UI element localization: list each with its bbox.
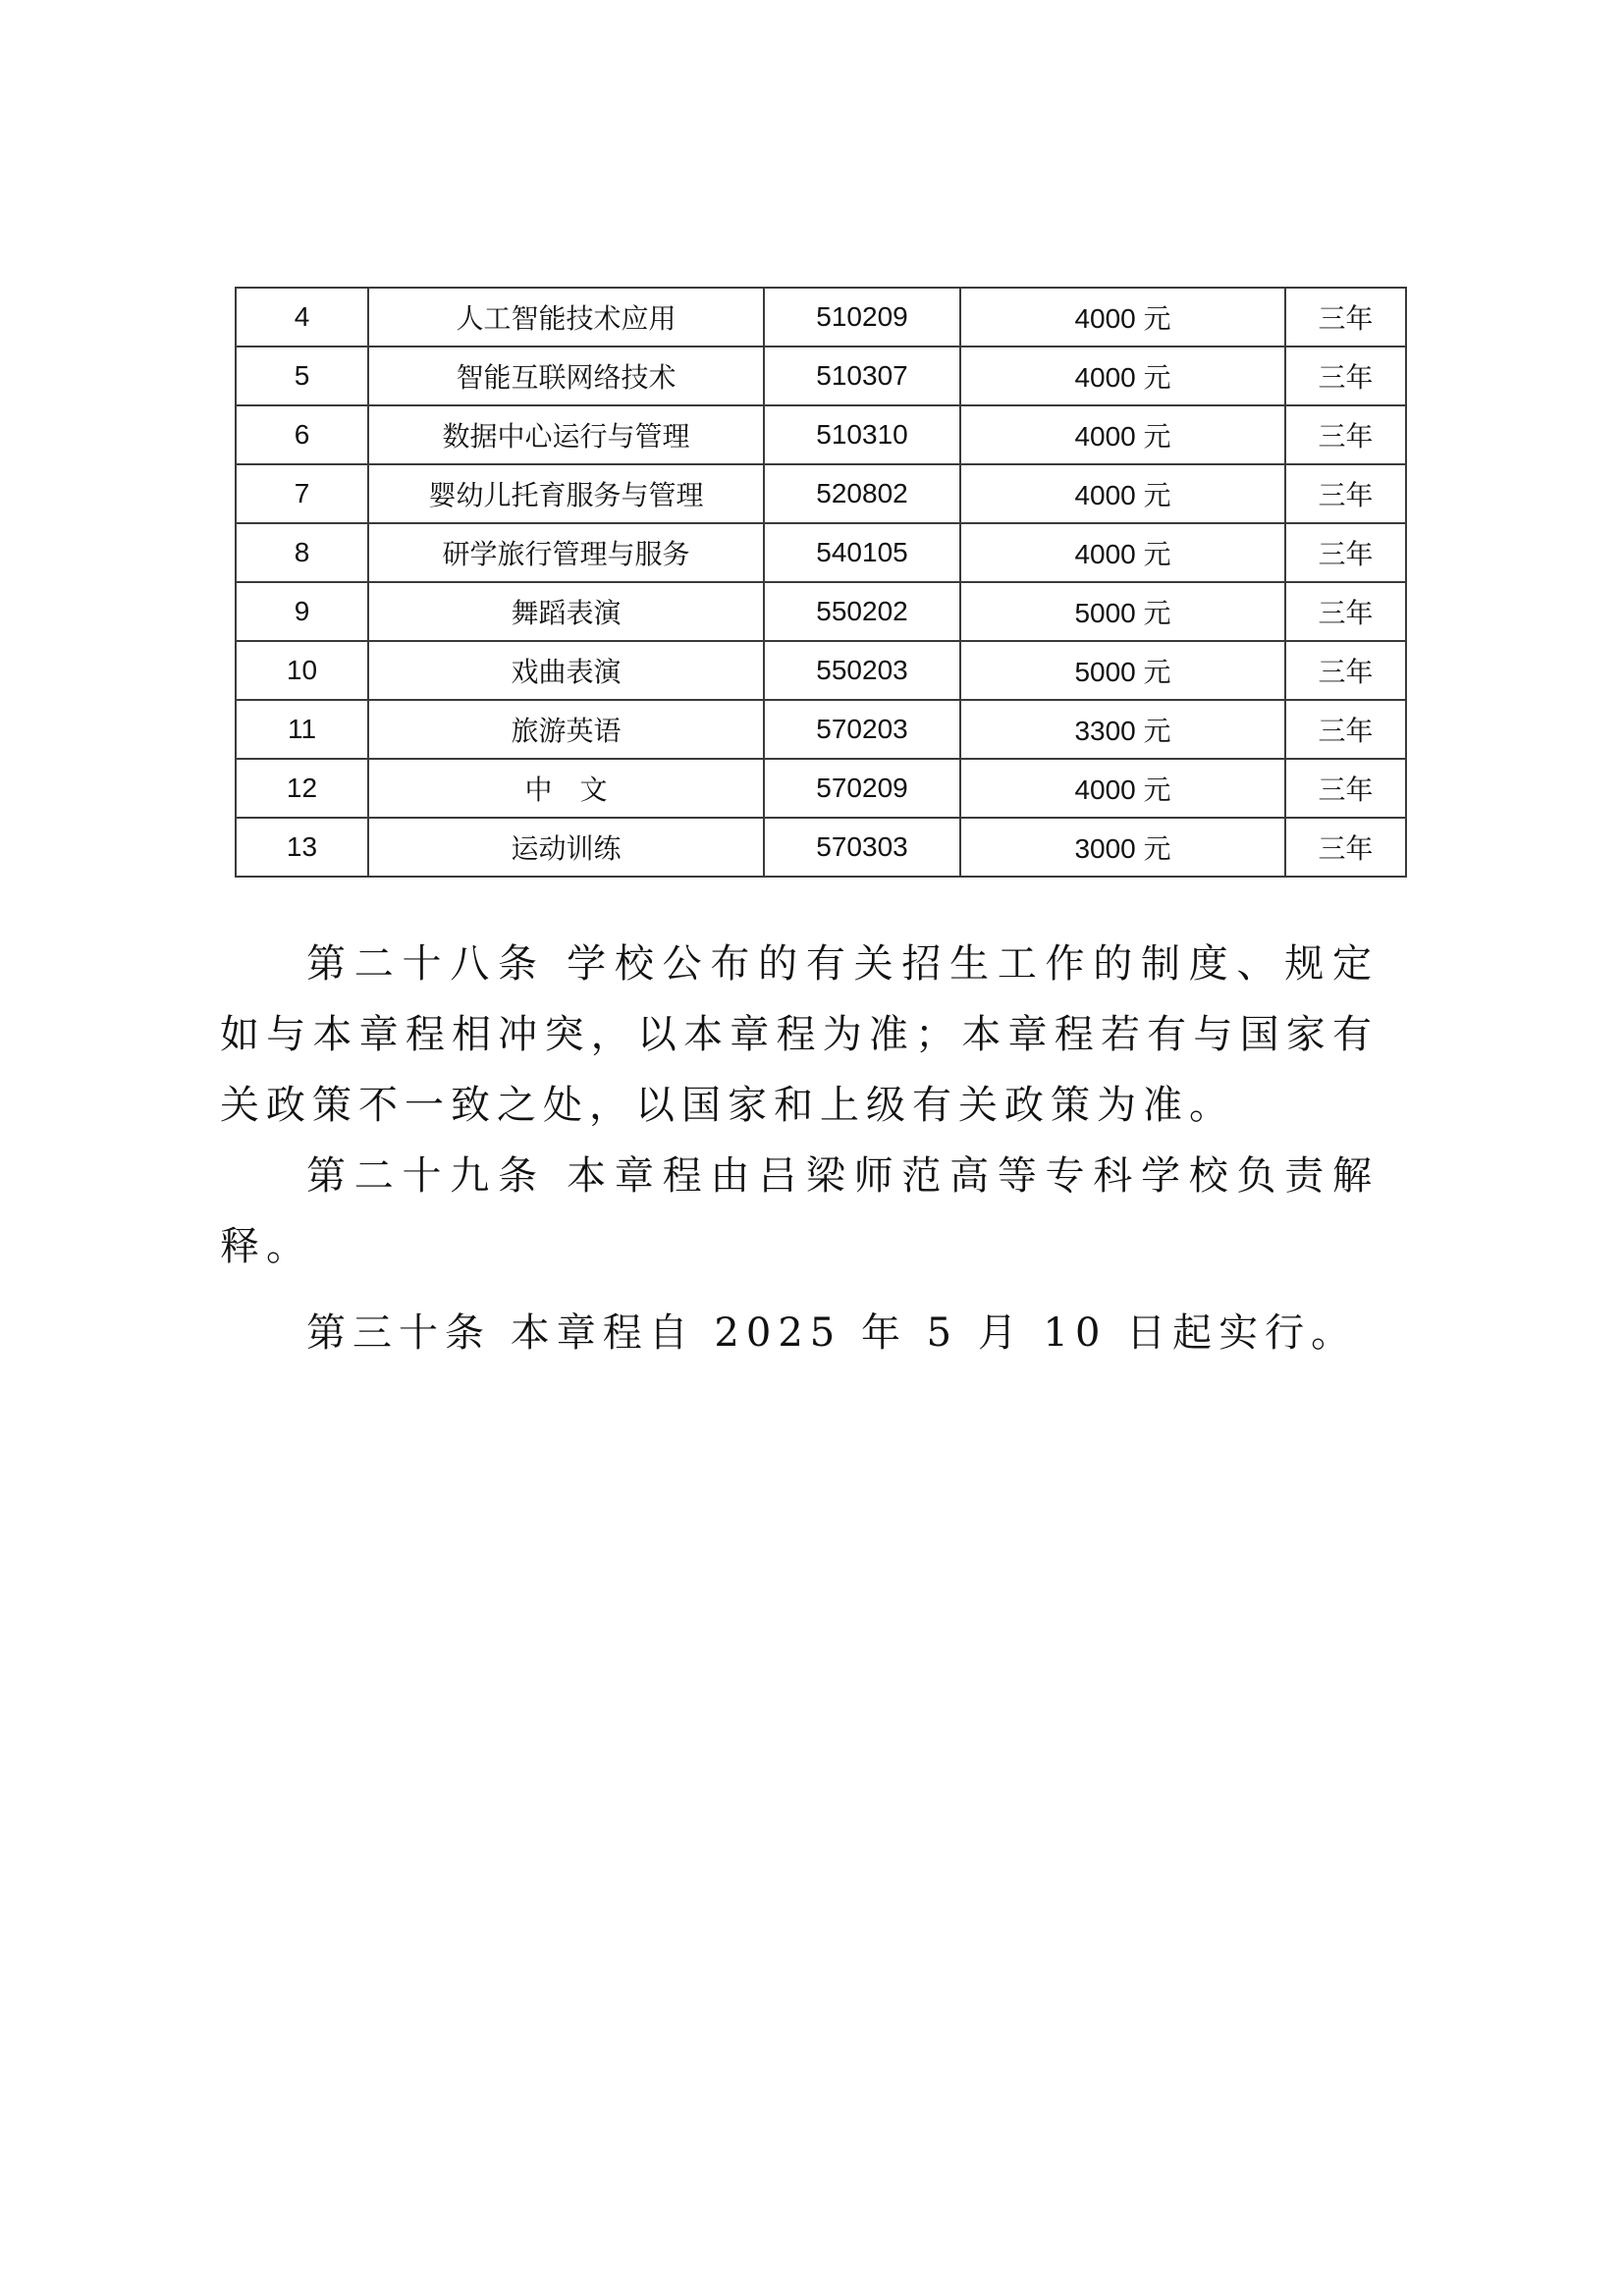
table-row bbox=[236, 405, 1406, 464]
major-name-cell: 旅游英语 bbox=[368, 700, 764, 759]
major-name-cell: 舞蹈表演 bbox=[368, 582, 764, 641]
fee-amount: 4000 bbox=[1074, 539, 1136, 569]
major-code-cell: 570303 bbox=[764, 818, 960, 877]
row-number-cell: 5 bbox=[236, 347, 368, 405]
tuition-fee-cell bbox=[960, 288, 1285, 347]
fee-unit: 元 bbox=[1143, 479, 1171, 511]
study-years-cell: 三年 bbox=[1285, 818, 1406, 877]
fee-amount: 5000 bbox=[1074, 657, 1136, 687]
row-number-cell: 6 bbox=[236, 405, 368, 464]
fee-unit: 元 bbox=[1143, 538, 1171, 570]
article-29: 第二十九条 本章程由吕梁师范高等专科学校负责解释。 bbox=[220, 1153, 1379, 1269]
table-row bbox=[236, 700, 1406, 759]
tuition-fee-cell bbox=[960, 347, 1285, 405]
row-number-cell: 7 bbox=[236, 464, 368, 523]
major-name-cell: 智能互联网络技术 bbox=[368, 347, 764, 405]
fee-amount: 4000 bbox=[1074, 362, 1136, 393]
major-name-cell: 运动训练 bbox=[368, 818, 764, 877]
study-years-cell: 三年 bbox=[1285, 582, 1406, 641]
fee-unit: 元 bbox=[1143, 361, 1171, 394]
fee-unit: 元 bbox=[1143, 715, 1171, 747]
article-28: 第二十八条 学校公布的有关招生工作的制度、规定如与本章程相冲突，以本章程为准；本章程若有与国家有关政策不一致之处，以国家和上级有关政策为准。 bbox=[220, 941, 1379, 1128]
row-number-cell: 12 bbox=[236, 759, 368, 818]
document-body bbox=[220, 929, 1379, 1368]
fee-amount: 3300 bbox=[1074, 716, 1136, 746]
major-name-cell: 中 文 bbox=[368, 759, 764, 818]
row-number-cell: 13 bbox=[236, 818, 368, 877]
tuition-table-body bbox=[236, 288, 1406, 877]
tuition-fee-cell bbox=[960, 641, 1285, 700]
table-row bbox=[236, 582, 1406, 641]
major-code-cell: 550202 bbox=[764, 582, 960, 641]
major-code-cell: 520802 bbox=[764, 464, 960, 523]
table-row bbox=[236, 759, 1406, 818]
major-code-cell: 510310 bbox=[764, 405, 960, 464]
tuition-fee-cell bbox=[960, 582, 1285, 641]
fee-unit: 元 bbox=[1143, 420, 1171, 453]
fee-amount: 4000 bbox=[1074, 303, 1136, 334]
fee-unit: 元 bbox=[1143, 302, 1171, 335]
table-row bbox=[236, 347, 1406, 405]
table-row bbox=[236, 818, 1406, 877]
study-years-cell: 三年 bbox=[1285, 288, 1406, 347]
row-number-cell: 8 bbox=[236, 523, 368, 582]
major-name-cell: 研学旅行管理与服务 bbox=[368, 523, 764, 582]
major-name-cell: 数据中心运行与管理 bbox=[368, 405, 764, 464]
article-30: 第三十条 本章程自 2025 年 5 月 10 日起实行。 bbox=[306, 1310, 1358, 1356]
major-code-cell: 570203 bbox=[764, 700, 960, 759]
row-number-cell: 10 bbox=[236, 641, 368, 700]
table-row bbox=[236, 288, 1406, 347]
study-years-cell: 三年 bbox=[1285, 464, 1406, 523]
tuition-fee-cell bbox=[960, 464, 1285, 523]
tuition-fee-cell bbox=[960, 818, 1285, 877]
major-code-cell: 510209 bbox=[764, 288, 960, 347]
table-row bbox=[236, 641, 1406, 700]
tuition-fee-cell bbox=[960, 700, 1285, 759]
tuition-table bbox=[235, 287, 1407, 878]
tuition-fee-cell bbox=[960, 405, 1285, 464]
row-number-cell: 4 bbox=[236, 288, 368, 347]
major-code-cell: 540105 bbox=[764, 523, 960, 582]
tuition-fee-cell bbox=[960, 523, 1285, 582]
study-years-cell: 三年 bbox=[1285, 700, 1406, 759]
row-number-cell: 11 bbox=[236, 700, 368, 759]
fee-amount: 3000 bbox=[1074, 833, 1136, 864]
study-years-cell: 三年 bbox=[1285, 405, 1406, 464]
fee-unit: 元 bbox=[1143, 597, 1171, 629]
fee-unit: 元 bbox=[1143, 656, 1171, 688]
study-years-cell: 三年 bbox=[1285, 523, 1406, 582]
study-years-cell: 三年 bbox=[1285, 641, 1406, 700]
major-name-cell: 人工智能技术应用 bbox=[368, 288, 764, 347]
fee-amount: 4000 bbox=[1074, 421, 1136, 452]
tuition-fee-cell bbox=[960, 759, 1285, 818]
row-number-cell: 9 bbox=[236, 582, 368, 641]
major-name-cell: 婴幼儿托育服务与管理 bbox=[368, 464, 764, 523]
major-code-cell: 570209 bbox=[764, 759, 960, 818]
study-years-cell: 三年 bbox=[1285, 347, 1406, 405]
fee-unit: 元 bbox=[1143, 774, 1171, 806]
study-years-cell: 三年 bbox=[1285, 759, 1406, 818]
fee-amount: 5000 bbox=[1074, 598, 1136, 628]
fee-unit: 元 bbox=[1143, 832, 1171, 865]
fee-amount: 4000 bbox=[1074, 480, 1136, 510]
major-name-cell: 戏曲表演 bbox=[368, 641, 764, 700]
table-row bbox=[236, 523, 1406, 582]
fee-amount: 4000 bbox=[1074, 774, 1136, 805]
major-code-cell: 550203 bbox=[764, 641, 960, 700]
table-row bbox=[236, 464, 1406, 523]
major-code-cell: 510307 bbox=[764, 347, 960, 405]
